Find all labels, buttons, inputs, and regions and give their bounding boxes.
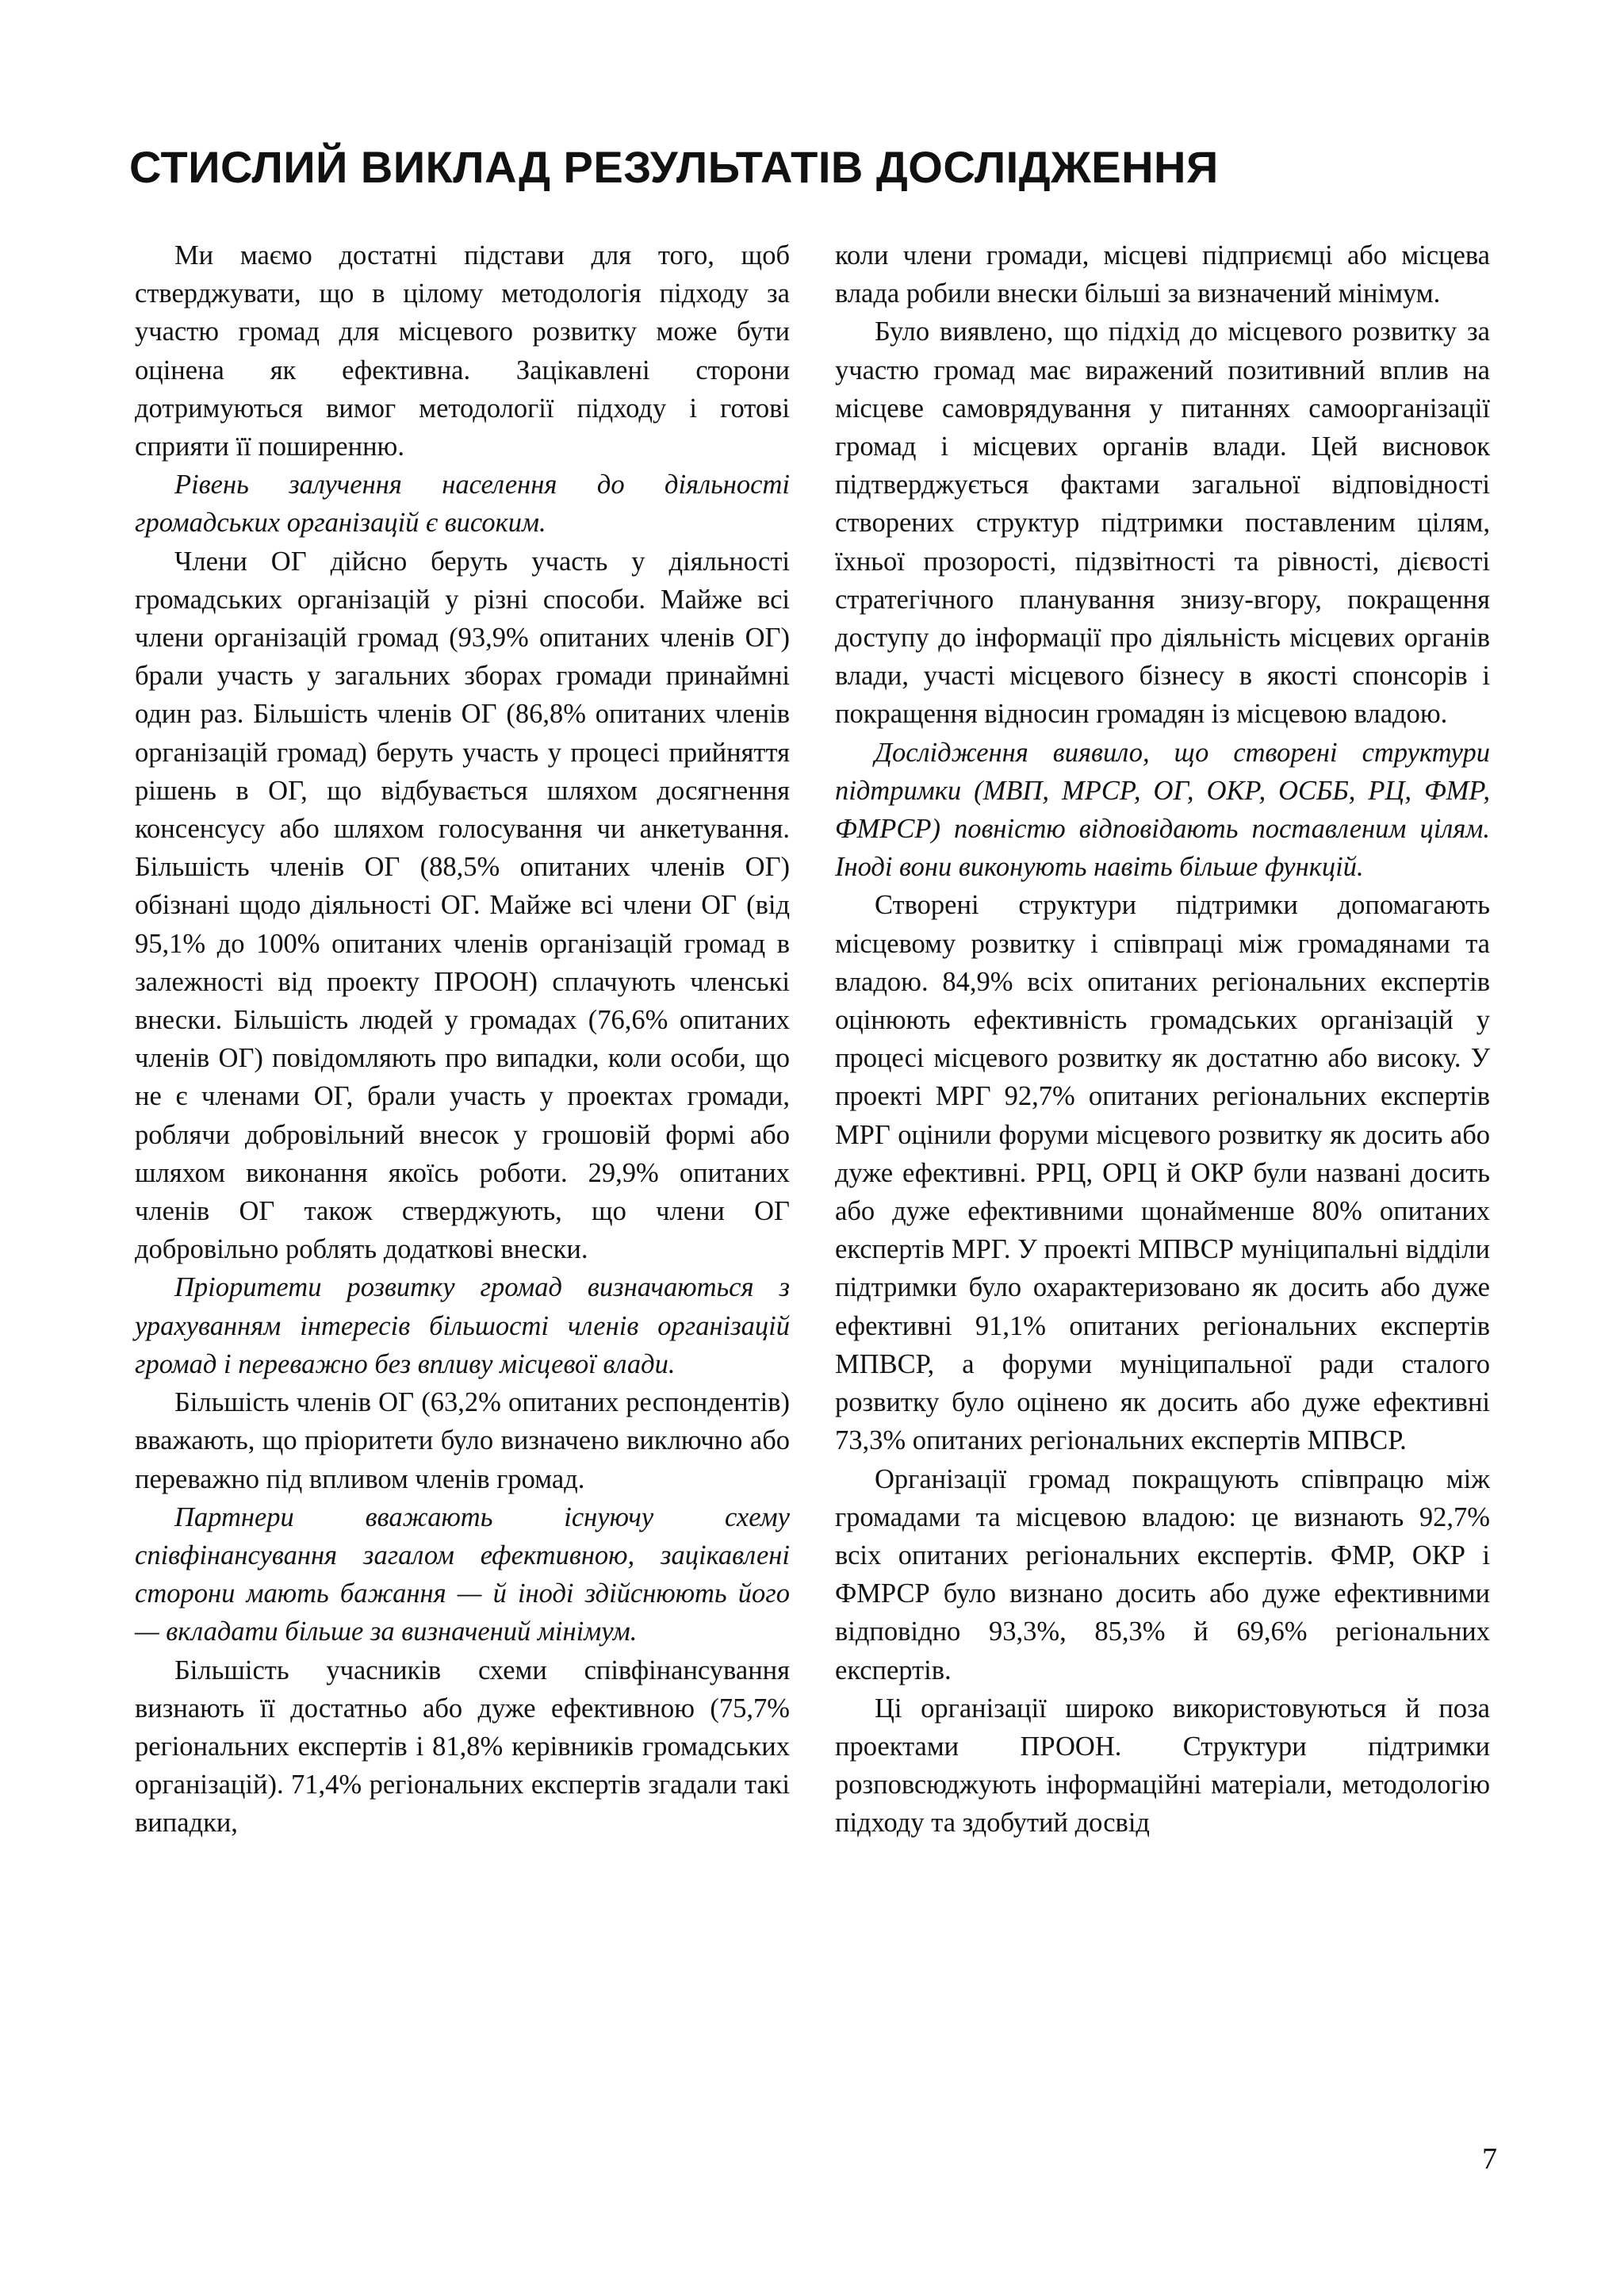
paragraph: Було виявлено, що підхід до місцевого розвитку за участю громад має виражений позитивний вплив на місцеве самоврядування у питаннях самоорганізації громад і місцевих органів влади. Цей висновок підтверджується фактами загальної відповідності створених структур підтримки поставленим цілям, їхньої прозорості, підзвітності та рівності, дієвості стратегічного планування знизу-вгору, покращення доступу до інформації про діяльність місцевих органів влади, участі місцевого бізнесу в якості спонсорів і покращення відносин громадян із місцевою владою.: [835, 316, 1490, 730]
italic-finding: Дослідження виявило, що створені структури підтримки (МВП, МРСР, ОГ, ОКР, ОСББ, РЦ, ФМР, ФМРСР) повністю відповідають поставленим цілям. Іноді вони виконують навіть більше функцій.: [835, 737, 1490, 883]
paragraph: Створені структури підтримки допомагають місцевому розвитку і співпраці між громадянами та владою. 84,9% всіх опитаних регіональних експертів оцінюють ефективність громадських організацій у процесі місцевого розвитку як достатню або високу. У проекті МРГ 92,7% опитаних регіональних експертів МРГ оцінили форуми місцевого розвитку як досить або дуже ефективні. РРЦ, ОРЦ й ОКР були названі досить або дуже ефективними щонайменше 80% опитаних експертів МРГ. У проекті МПВСР муніципальні відділи підтримки було охарактеризовано як досить або дуже ефективні 91,1% опитаних регіональних експертів МПВСР, а форуми муніципальної ради сталого розвитку було оцінено як досить або дуже ефективні 73,3% опитаних регіональних експертів МПВСР.: [835, 890, 1490, 1456]
right-column: [835, 236, 1490, 1843]
paragraph: Ці організації широко використовуються й поза проектами ПРООН. Структури підтримки розповсюджують інформаційні матеріали, методологію підходу та здобутий досвід: [835, 1693, 1490, 1839]
paragraph: Ми маємо достатні підстави для того, щоб стверджувати, що в цілому методологія підходу за участю громад для місцевого розвитку може бути оцінена як ефективна. Зацікавлені сторони дотримуються вимог методології підходу і готові сприяти її поширенню.: [135, 240, 790, 462]
paragraph: Більшість членів ОГ (63,2% опитаних респондентів) вважають, що пріоритети було визначено виключно або переважно під впливом членів громад.: [135, 1387, 790, 1494]
page-title: СТИСЛИЙ ВИКЛАД РЕЗУЛЬТАТІВ ДОСЛІДЖЕННЯ: [129, 142, 1219, 192]
italic-finding: Партнери вважають існуючу схему співфінансування загалом ефективною, зацікавлені сторони мають бажання — й іноді здійснюють його — вкладати більше за визначений мінімум.: [135, 1501, 790, 1647]
paragraph-continuation: коли члени громади, місцеві підприємці або місцева влада робили внески більші за визначений мінімум.: [835, 240, 1490, 309]
paragraph: Більшість учасників схеми співфінансування визнають її достатньо або дуже ефективною (75,7% регіональних експертів і 81,8% керівників громадських організацій). 71,4% регіональних експертів згадали такі випадки,: [135, 1655, 790, 1839]
italic-finding: Пріоритети розвитку громад визначаються з урахуванням інтересів більшості членів організацій громад і переважно без впливу місцевої влади.: [135, 1272, 790, 1379]
paragraph: Члени ОГ дійсно беруть участь у діяльності громадських організацій у різні способи. Майже всі члени організацій громад (93,9% опитаних членів ОГ) брали участь у загальних зборах громади принаймні один раз. Більшість членів ОГ (86,8% опитаних членів організацій громад) беруть участь у процесі прийняття рішень в ОГ, що відбувається шляхом досягнення консенсусу або шляхом голосування чи анкетування. Більшість членів ОГ (88,5% опитаних членів ОГ) обізнані щодо діяльності ОГ. Майже всі члени ОГ (від 95,1% до 100% опитаних членів організацій громад в залежності від проекту ПРООН) сплачують членські внески. Більшість людей у громадах (76,6% опитаних членів ОГ) повідомляють про випадки, коли особи, що не є членами ОГ, брали участь у проектах громади, роблячи добровільний внесок у грошовій формі або шляхом виконання якоїсь роботи. 29,9% опитаних членів ОГ також стверджують, що члени ОГ добровільно роблять додаткові внески.: [135, 546, 790, 1265]
paragraph: Організації громад покращують співпрацю між громадами та місцевою владою: це визнають 92,7% всіх опитаних регіональних експертів. ФМР, ОКР і ФМРСР було визнано досить або дуже ефективними відповідно 93,3%, 85,3% й 69,6% регіональних експертів.: [835, 1463, 1490, 1685]
italic-finding: Рівень залучення населення до діяльності громадських організацій є високим.: [135, 470, 790, 539]
page-number: 7: [1482, 2142, 1497, 2176]
left-column: [135, 236, 790, 1843]
